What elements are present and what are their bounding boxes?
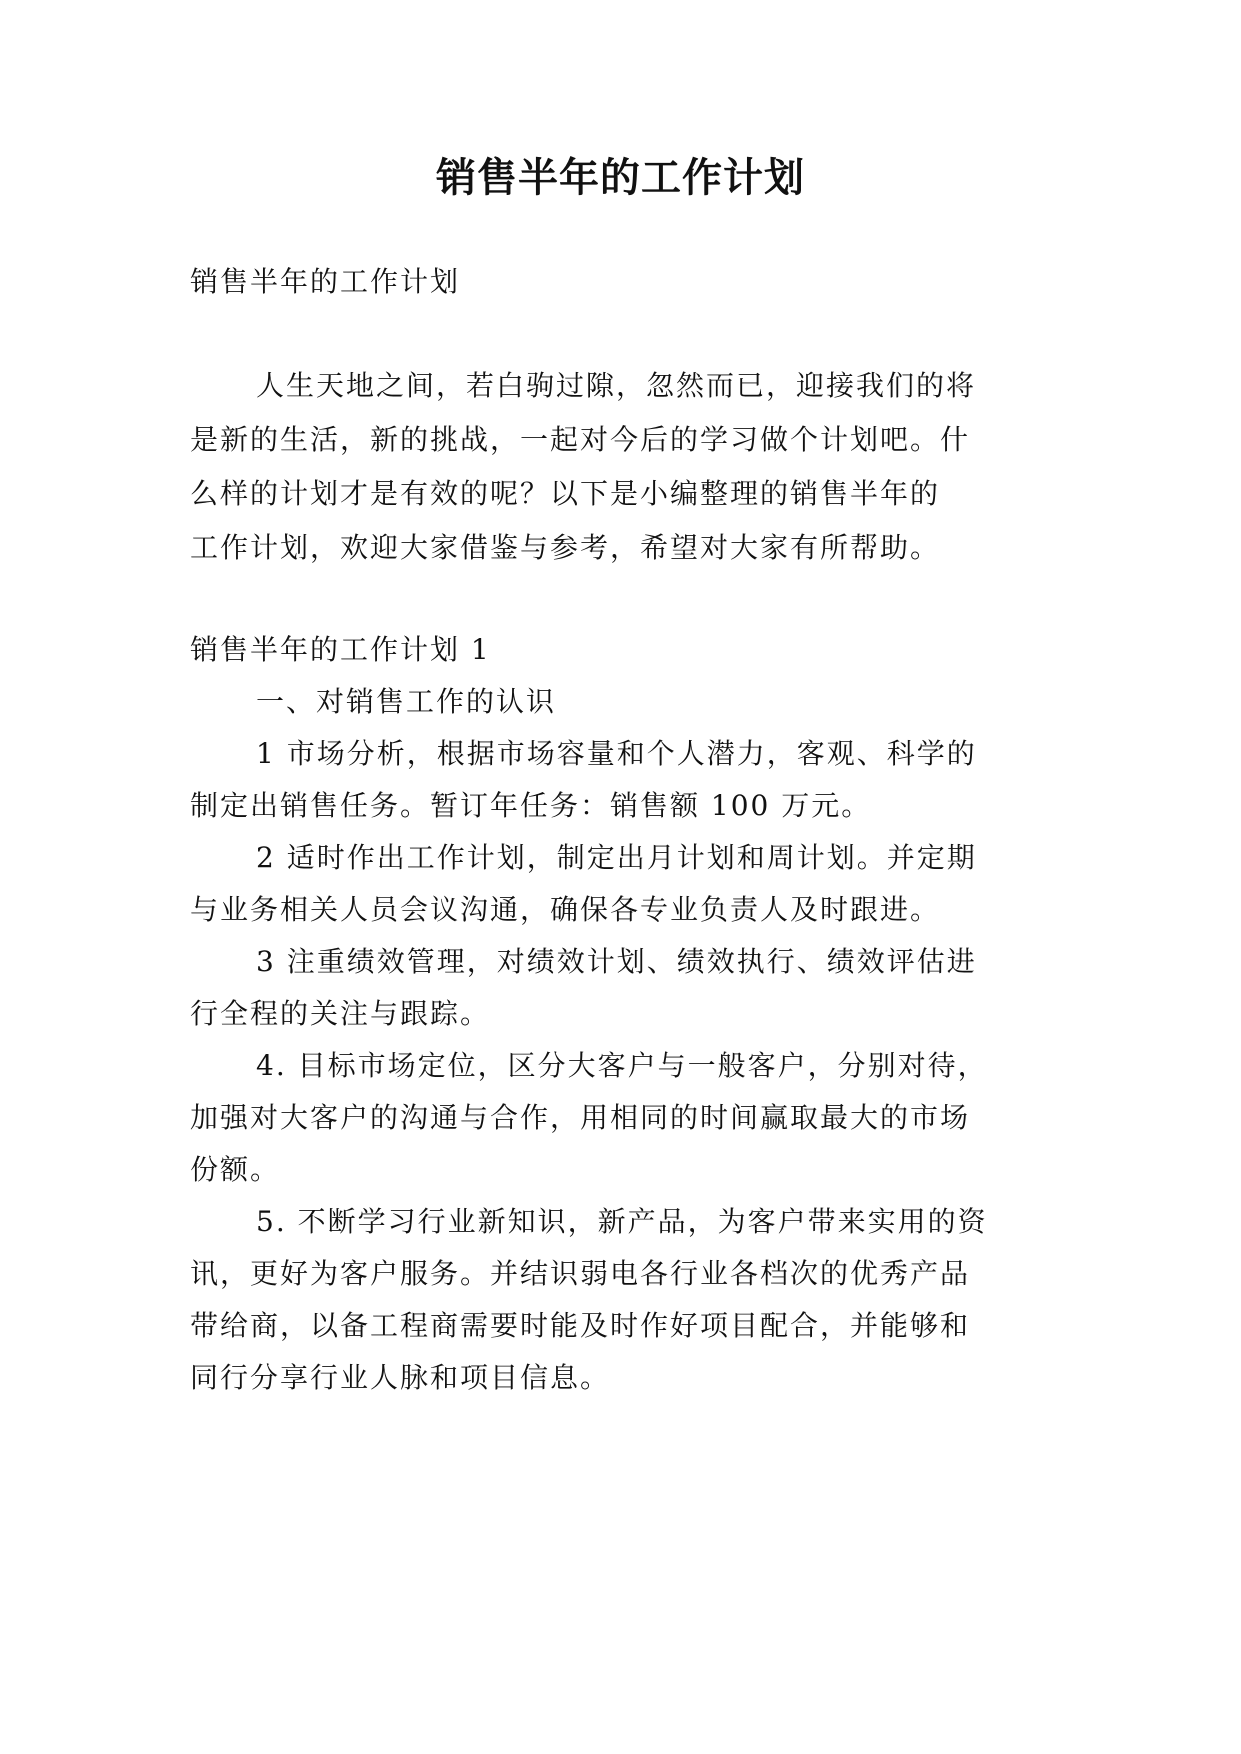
item-4-line-3: 份额。 (190, 1153, 281, 1186)
section-title: 销售半年的工作计划 1 (190, 633, 491, 666)
item-5-line-1: 5. 不断学习行业新知识，新产品，为客户带来实用的资 (256, 1205, 988, 1238)
item-4-line-1: 4. 目标市场定位，区分大客户与一般客户，分别对待， (256, 1049, 988, 1082)
section-heading: 一、对销售工作的认识 (256, 685, 557, 718)
item-4-line-2: 加强对大客户的沟通与合作，用相同的时间赢取最大的市场 (190, 1101, 971, 1134)
item-3-line-2: 行全程的关注与跟踪。 (190, 997, 491, 1030)
item-2-line-2: 与业务相关人员会议沟通，确保各专业负责人及时跟进。 (190, 893, 941, 926)
intro-line-2: 是新的生活，新的挑战，一起对今后的学习做个计划吧。什 (190, 423, 971, 456)
item-5-line-2: 讯，更好为客户服务。并结识弱电各行业各档次的优秀产品 (190, 1257, 971, 1290)
document-subtitle: 销售半年的工作计划 (190, 265, 461, 298)
item-1-line-1: 1 市场分析，根据市场容量和个人潜力，客观、科学的 (256, 737, 977, 770)
document-title: 销售半年的工作计划 (436, 155, 805, 201)
item-5-line-4: 同行分享行业人脉和项目信息。 (190, 1361, 611, 1394)
intro-line-3: 么样的计划才是有效的呢？以下是小编整理的销售半年的 (190, 477, 941, 510)
item-5-line-3: 带给商，以备工程商需要时能及时作好项目配合，并能够和 (190, 1309, 971, 1342)
item-3-line-1: 3 注重绩效管理，对绩效计划、绩效执行、绩效评估进 (256, 945, 977, 978)
intro-line-4: 工作计划，欢迎大家借鉴与参考，希望对大家有所帮助。 (190, 531, 941, 564)
intro-line-1: 人生天地之间，若白驹过隙，忽然而已，迎接我们的将 (256, 369, 977, 402)
item-1-line-2: 制定出销售任务。暂订年任务：销售额 100 万元。 (190, 789, 872, 822)
item-2-line-1: 2 适时作出工作计划，制定出月计划和周计划。并定期 (256, 841, 977, 874)
